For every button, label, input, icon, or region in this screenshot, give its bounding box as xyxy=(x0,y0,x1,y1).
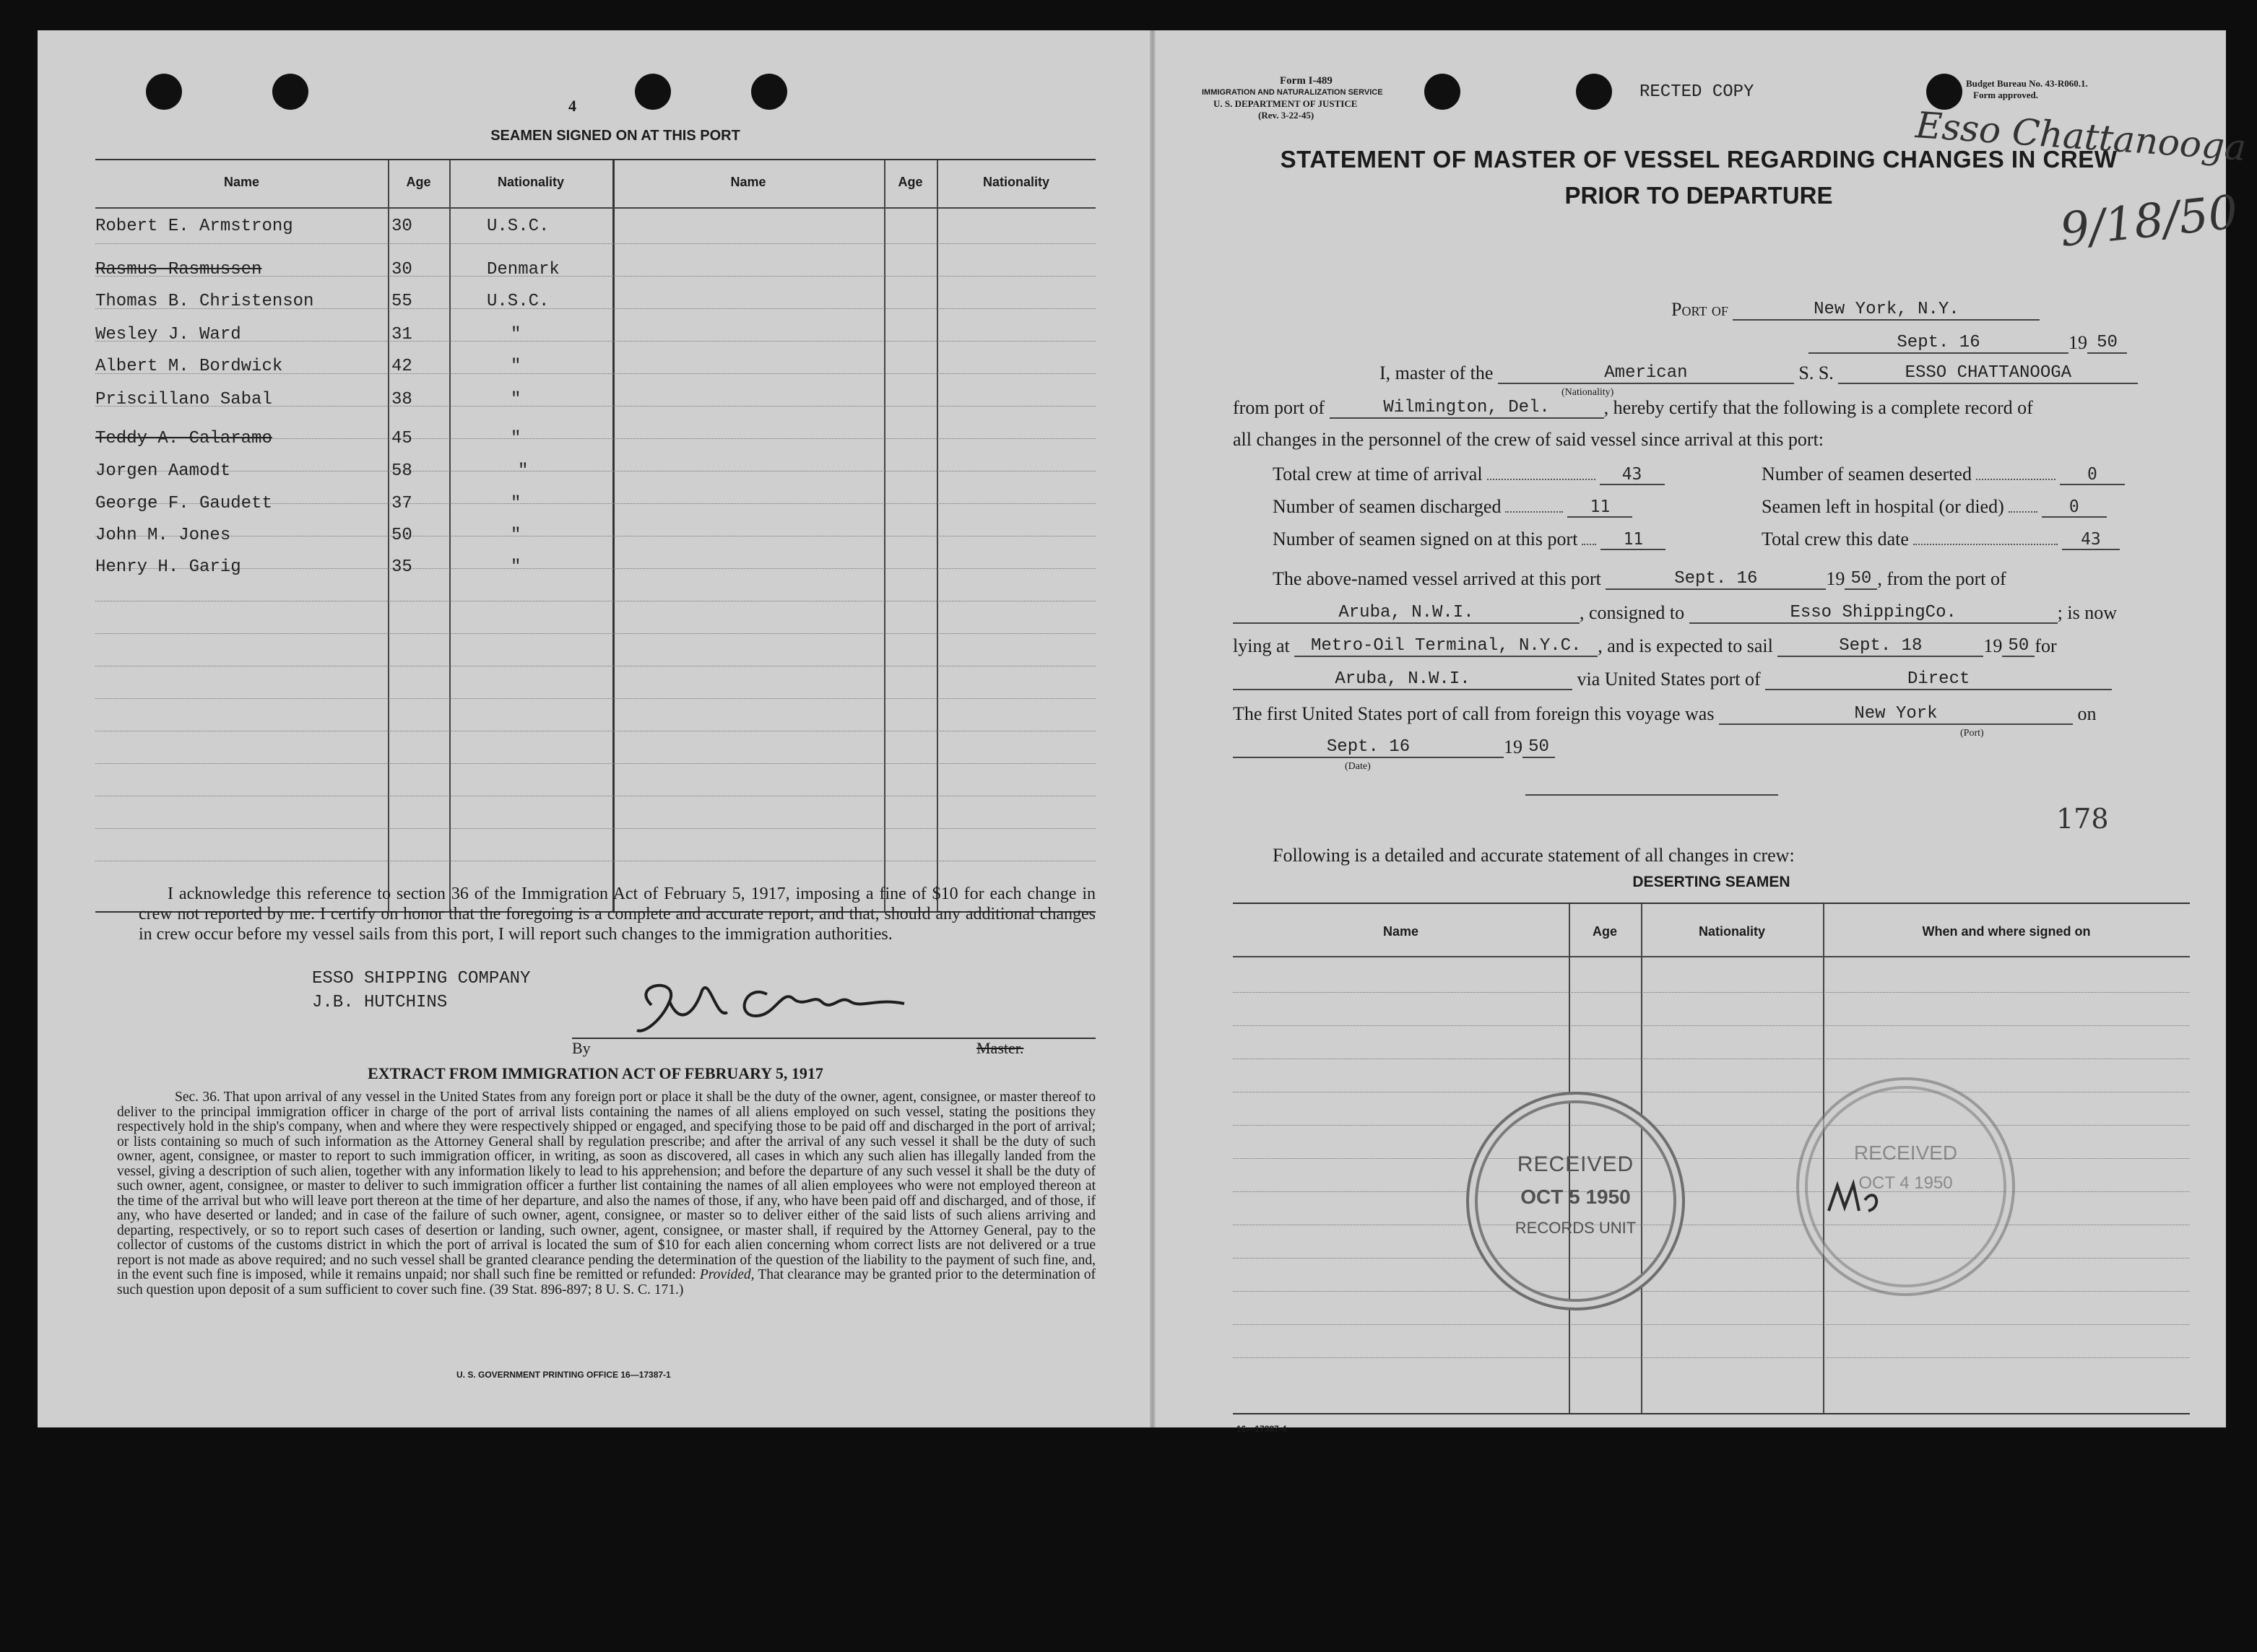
port-caption: (Port) xyxy=(1960,728,1984,739)
crew-nationality: " xyxy=(511,429,521,448)
arrived-from: Aruba, N.W.I. xyxy=(1233,603,1580,624)
acknowledgment-text: I acknowledge this reference to section 36 of the Immigration Act of February 5, 1917, imposing a fine of $10 for each change in crew not reported by me. I certify on honor that the foregoing is a complete and accurate report, and that, should any additional changes in crew occur before my vessel sails from this port, I will report such changes to the immigration authorities. xyxy=(139,884,1096,944)
sail-date: Sept. 18 xyxy=(1777,636,1983,657)
initials-scribble xyxy=(1821,1171,1886,1222)
form-approved: Form approved. xyxy=(1973,90,2039,100)
form-title-line-1: STATEMENT OF MASTER OF VESSEL REGARDING CHANGES IN CREW xyxy=(1280,146,2118,173)
crew-age: 58 xyxy=(391,461,412,481)
extract-end: That clearance may be granted prior to the determination of such question upon deposit of a sum sufficient to cover such fine. (39 Stat. 896-897; 8 U. S. C. 171.) xyxy=(117,1267,1096,1297)
company-name: ESSO SHIPPING COMPANY xyxy=(312,969,531,988)
first-port-label: The first United States port of call from foreign this voyage was xyxy=(1233,703,1715,724)
year-prefix: 19 xyxy=(2068,332,2087,353)
stat-label: Number of seamen discharged xyxy=(1273,496,1502,517)
crew-name: Jorgen Aamodt xyxy=(95,461,231,481)
stat-label: Seamen left in hospital (or died) xyxy=(1762,496,2004,517)
punch-hole xyxy=(272,74,308,110)
crew-age: 30 xyxy=(391,260,412,279)
stamp-date: OCT 5 1950 xyxy=(1520,1186,1631,1208)
crew-age: 38 xyxy=(391,390,412,409)
stamp-received: RECEIVED xyxy=(1853,1142,1958,1164)
crew-age: 35 xyxy=(391,557,412,577)
stamp-received: RECEIVED xyxy=(1517,1152,1634,1176)
for-label: for xyxy=(2035,635,2057,656)
punch-hole xyxy=(751,74,787,110)
is-now-label: ; is now xyxy=(2057,602,2117,623)
stat-value: 0 xyxy=(2042,497,2107,518)
master-label: Master. xyxy=(976,1039,1024,1057)
port-value: New York, N.Y. xyxy=(1733,300,2040,321)
printer-line: U. S. GOVERNMENT PRINTING OFFICE 16—17387-1 xyxy=(456,1370,671,1380)
extract-body: That upon arrival of any vessel in the United States from any foreign port or place it shall be the duty of the owner, agent, consignee, or master thereof to deliver to the principal immigration officer in charge of the port of arrival lists containing the names of all aliens employed on such vessel, stating the positions they respectively hold in the ship's company, when and where they were respectively shipped or engaged, and specifying those to be paid off and discharged in the port of arrival; or lists containing so much of such information as the Attorney General shall by regulation prescribe; and after the arrival of any such vessel it shall be the duty of such owner, agent, consignee, or master to report to such immigration officer, in writing, as soon as discovered, all cases in which any such alien has illegally landed from the vessel, giving a description of such alien, together with any information likely to lead to his apprehension; and before the departure of any such vessel it shall be the duty of such owner, agent, consignee, or master to deliver to such immigration officer a further list containing the names of all alien employees who were not employed thereon at the time of the arrival but who will leave port thereon at the time of her departure, and also the names of those, if any, who have been paid off and discharged, and of those, if any, who have deserted or landed; and in case of the failure of such owner, agent, consignee, or master so to deliver either of the said lists of such aliens arriving and departing, respectively, or so to report such cases of desertion or landing, such owner, agent, consignee, or master shall, if required by the Attorney General, pay to the collector of customs of the customs district in which the port of arrival is located the sum of $10 for each alien concerning whom correct lists are not delivered or a true report is not made as above required; and no such vessel shall be granted clearance pending the determination of the question of the liability to the payment of such fine, and, in the event such fine is imposed, while it remains unpaid; nor shall such fine be remitted or refunded: xyxy=(117,1090,1096,1282)
col-header-age: Age xyxy=(1592,924,1617,939)
crew-name: George F. Gaudett xyxy=(95,494,272,513)
arrived-label: The above-named vessel arrived at this port xyxy=(1273,568,1601,589)
footer-code: 16—17387-4 xyxy=(1236,1424,1287,1434)
handwritten-number: 178 xyxy=(2056,803,2109,835)
stat-value: 11 xyxy=(1600,530,1665,550)
extract-title: EXTRACT FROM IMMIGRATION ACT OF FEBRUARY 5, 1917 xyxy=(368,1064,823,1082)
handwritten-vessel-name: Esso Chattanooga xyxy=(1914,104,2248,169)
crew-nationality: " xyxy=(511,357,521,376)
master-of-label: I, master of the xyxy=(1379,362,1494,383)
crew-age: 31 xyxy=(391,325,412,344)
stat-value: 43 xyxy=(2062,530,2120,550)
year-prefix: 19 xyxy=(1504,736,1522,757)
col-header-age-2: Age xyxy=(898,175,923,189)
expected-sail-label: , and is expected to sail xyxy=(1598,635,1773,656)
on-label: on xyxy=(2077,703,2097,724)
date-value: Sept. 16 xyxy=(1808,333,2068,354)
certify-text-1: , hereby certify that the following is a complete record of xyxy=(1603,397,2033,418)
year-suffix: 50 xyxy=(2087,333,2127,354)
stat-value: 11 xyxy=(1567,497,1632,518)
col-header-when-where: When and where signed on xyxy=(1922,924,2091,939)
crew-age: 55 xyxy=(391,292,412,311)
page-fold xyxy=(1150,30,1156,1427)
budget-bureau: Budget Bureau No. 43-R060.1. xyxy=(1966,78,2088,89)
crew-name: Robert E. Armstrong xyxy=(95,217,293,236)
extract-text xyxy=(117,1090,1096,1297)
arrived-date: Sept. 16 xyxy=(1606,569,1826,590)
crew-nationality: " xyxy=(511,494,521,513)
crew-nationality: U.S.C. xyxy=(487,217,550,236)
stat-label: Number of seamen signed on at this port xyxy=(1273,529,1578,549)
form-title-line-2: PRIOR TO DEPARTURE xyxy=(1564,182,1833,209)
agent-name: J.B. HUTCHINS xyxy=(312,993,448,1012)
col-header-nationality-2: Nationality xyxy=(982,175,1049,189)
by-label: By xyxy=(572,1039,591,1057)
handwritten-date: 9/18/50 xyxy=(2057,186,2240,258)
deserting-title: DESERTING SEAMEN xyxy=(1632,874,1790,890)
from-port-value: Wilmington, Del. xyxy=(1330,398,1604,419)
from-the-port-label: , from the port of xyxy=(1877,568,2006,589)
consignee: Esso ShippingCo. xyxy=(1689,603,2058,624)
agency-line-1: IMMIGRATION AND NATURALIZATION SERVICE xyxy=(1202,88,1383,97)
col-header-name-2: Name xyxy=(730,175,766,189)
crew-name: Wesley J. Ward xyxy=(95,325,241,344)
section-label: Sec. 36. xyxy=(175,1090,220,1105)
crew-name: John M. Jones xyxy=(95,526,231,545)
corrected-copy: RECTED COPY xyxy=(1639,82,1754,102)
crew-nationality: " xyxy=(511,325,521,344)
agency-line-2: U. S. DEPARTMENT OF JUSTICE xyxy=(1213,98,1358,109)
stat-value: 43 xyxy=(1600,465,1665,485)
crew-name: Albert M. Bordwick xyxy=(95,357,283,376)
crew-nationality: U.S.C. xyxy=(487,292,550,311)
crew-nationality: " xyxy=(511,557,521,577)
punch-hole xyxy=(146,74,182,110)
document-sheet xyxy=(38,30,2248,1434)
ship-name: ESSO CHATTANOOGA xyxy=(1838,363,2138,384)
nationality-value: American xyxy=(1498,363,1794,384)
ss-label: S. S. xyxy=(1798,362,1834,383)
punch-hole xyxy=(1424,74,1460,110)
crew-age: 42 xyxy=(391,357,412,376)
first-port-value: New York xyxy=(1719,704,2073,725)
year-prefix: 19 xyxy=(1826,568,1845,589)
port-label: Port of xyxy=(1671,299,1728,320)
stat-label: Number of seamen deserted xyxy=(1762,464,1972,484)
crew-age: 37 xyxy=(391,494,412,513)
from-port-label: from port of xyxy=(1233,397,1325,418)
crew-name: Thomas B. Christenson xyxy=(95,292,314,311)
year-suffix: 50 xyxy=(2002,636,2035,657)
stamp-date: OCT 4 1950 xyxy=(1858,1173,1953,1193)
crew-age: 50 xyxy=(391,526,412,545)
crew-nationality: Denmark xyxy=(487,260,560,279)
crew-nationality: " xyxy=(511,526,521,545)
crew-age: 45 xyxy=(391,429,412,448)
stat-value: 0 xyxy=(2060,465,2125,485)
deserting-table xyxy=(1233,903,2190,1414)
stat-label: Total crew at time of arrival xyxy=(1273,464,1483,484)
lying-at-label: lying at xyxy=(1233,635,1290,656)
first-port-date: Sept. 16 xyxy=(1233,737,1504,758)
master-signature xyxy=(601,962,976,1041)
rev-date: (Rev. 3-22-45) xyxy=(1258,110,1314,121)
form-number: Form I-489 xyxy=(1280,75,1333,87)
via-label: via United States port of xyxy=(1577,669,1761,690)
crew-name: Priscillano Sabal xyxy=(95,390,272,409)
crew-age: 30 xyxy=(391,217,412,236)
left-page-title: SEAMEN SIGNED ON AT THIS PORT xyxy=(490,128,740,144)
page-number: 4 xyxy=(568,97,576,115)
punch-hole xyxy=(1576,74,1612,110)
col-header-name: Name xyxy=(223,175,260,189)
crew-name: Rasmus Rasmussen xyxy=(95,260,262,279)
year-prefix: 19 xyxy=(1983,635,2003,656)
stamp-records-unit: RECORDS UNIT xyxy=(1515,1219,1637,1237)
consigned-label: , consigned to xyxy=(1580,602,1685,623)
destination: Aruba, N.W.I. xyxy=(1233,669,1572,690)
crew-nationality: " xyxy=(511,390,521,409)
col-header-age: Age xyxy=(406,175,431,189)
col-header-nationality: Nationality xyxy=(497,175,564,189)
extract-provided: Provided, xyxy=(699,1267,755,1282)
received-stamp xyxy=(1466,1092,1685,1310)
lying-at-value: Metro-Oil Terminal, N.Y.C. xyxy=(1294,636,1598,657)
certify-text-2: all changes in the personnel of the crew of said vessel since arrival at this port: xyxy=(1233,429,1824,450)
col-header-name: Name xyxy=(1382,924,1419,939)
stat-label: Total crew this date xyxy=(1762,529,1909,549)
year-suffix: 50 xyxy=(1522,737,1555,758)
separator-line xyxy=(1525,794,1778,796)
following-text: Following is a detailed and accurate statement of all changes in crew: xyxy=(1273,845,1795,866)
crew-nationality: " xyxy=(518,461,529,481)
nationality-caption: (Nationality) xyxy=(1561,387,1614,398)
date-caption: (Date) xyxy=(1345,761,1371,772)
crew-name: Henry H. Garig xyxy=(95,557,241,577)
crew-name: Teddy A. Calaramo xyxy=(95,429,272,448)
via-value: Direct xyxy=(1765,669,2112,690)
punch-hole xyxy=(635,74,671,110)
col-header-nationality: Nationality xyxy=(1698,924,1765,939)
year-suffix: 50 xyxy=(1845,569,1877,590)
